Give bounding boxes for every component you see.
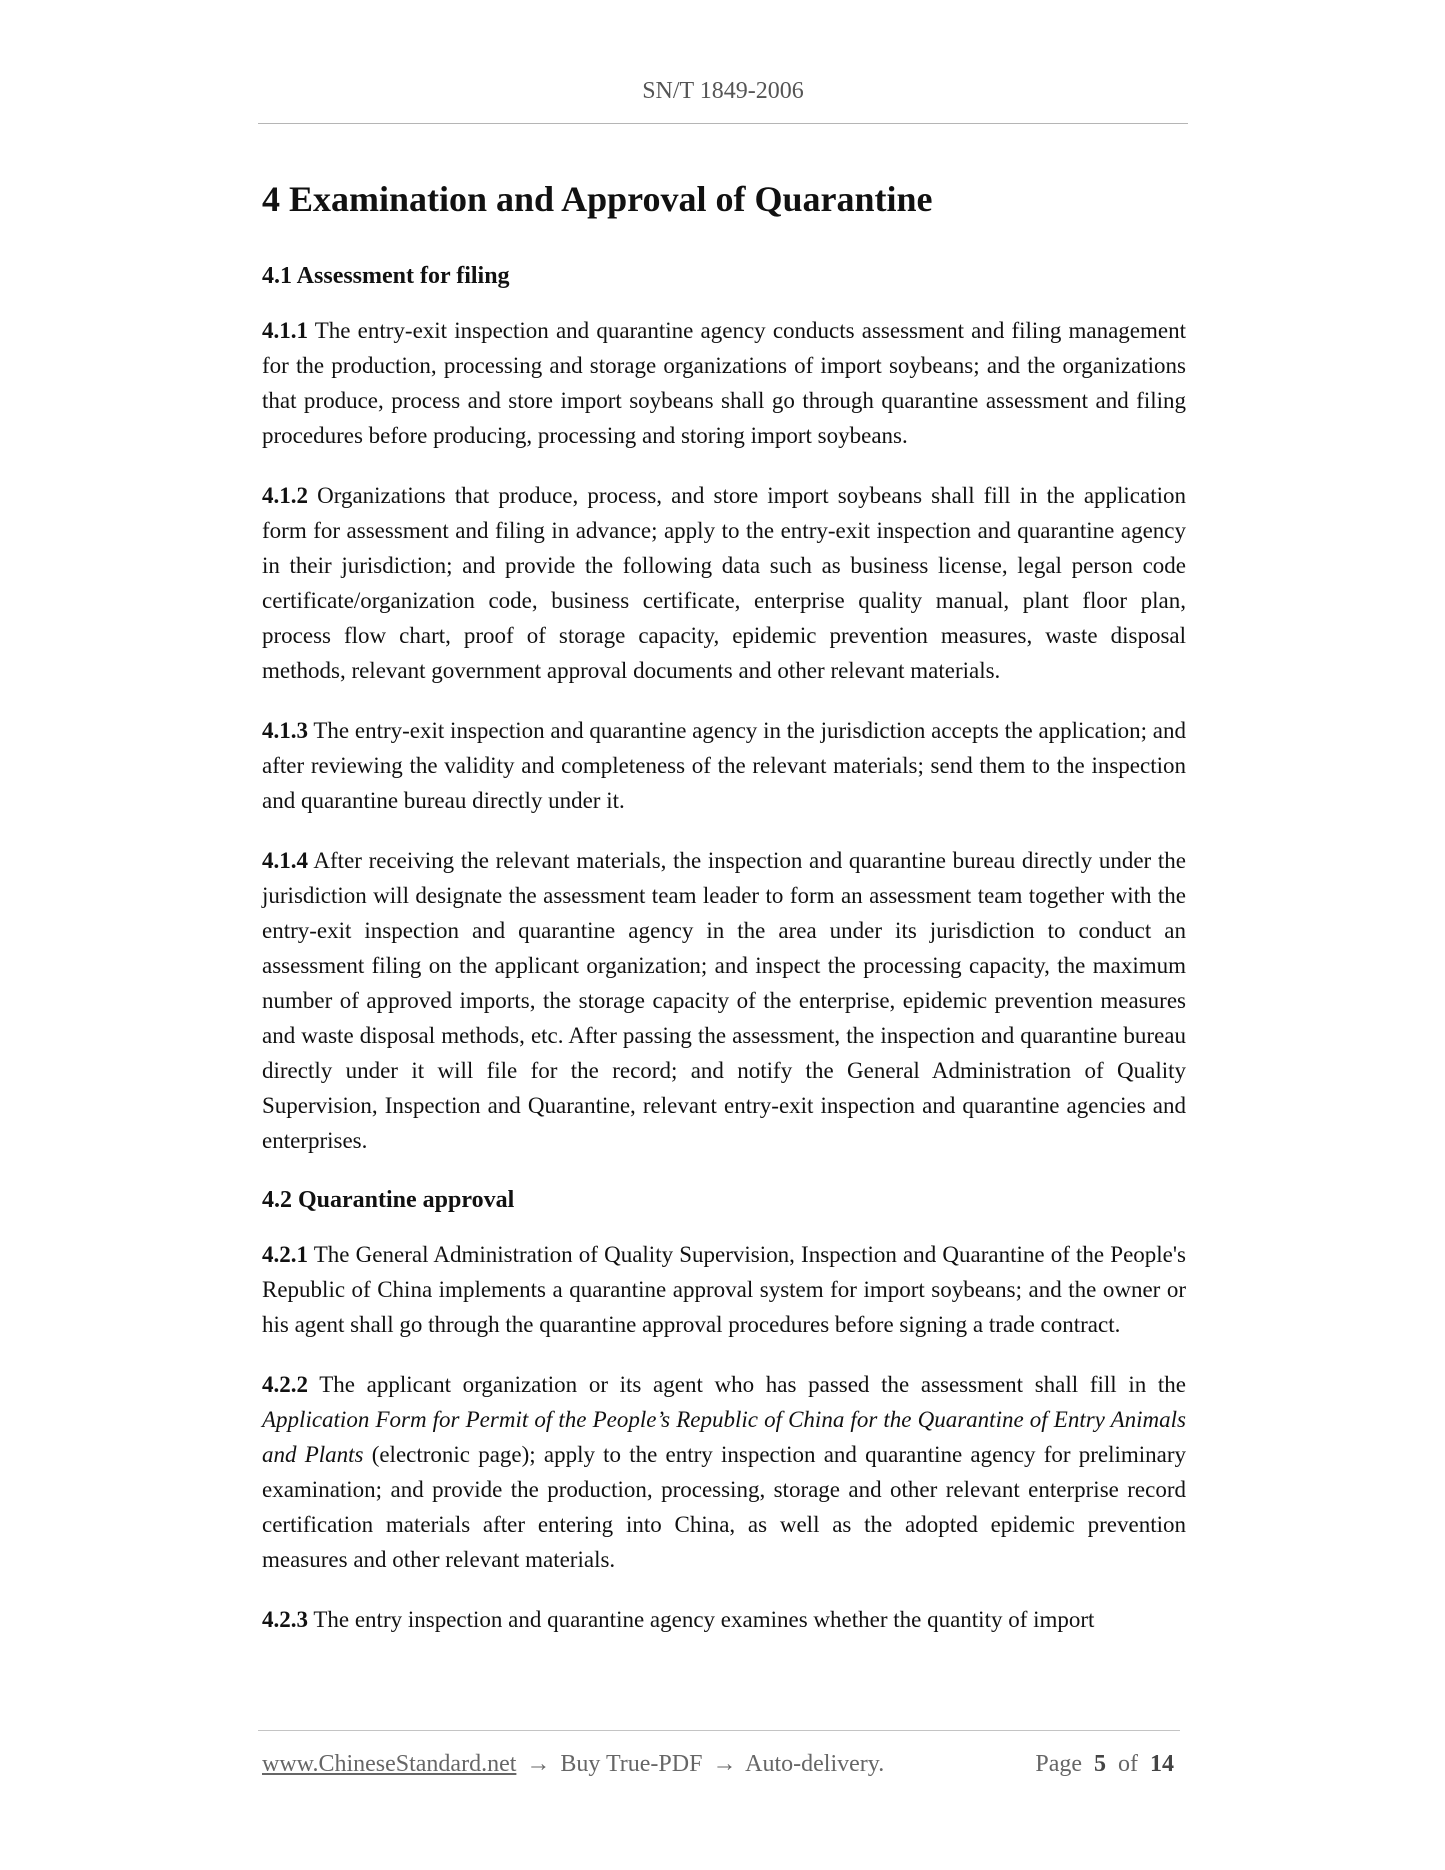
page-indicator — [1035, 1751, 1180, 1778]
page-of-label: of — [1118, 1751, 1138, 1777]
clause-number: 4.2.1 — [262, 1242, 308, 1267]
paragraph-4-2-2 — [262, 1367, 1186, 1577]
clause-text: After receiving the relevant materials, the inspection and quarantine bureau directly under the jurisdiction will designate the assessment team leader to form an assessment team together with the entry-exit inspection and quarantine agency in the area under its jurisdiction to conduct an assessment filing on the applicant organization; and inspect the processing capacity, the maximum number of approved imports, the storage capacity of the enterprise, epidemic prevention measures and waste disposal methods, etc. After passing the assessment, the inspection and quarantine bureau directly under it will file for the record; and notify the General Administration of Quality Supervision, Inspection and Quarantine, relevant entry-exit inspection and quarantine agencies and enterprises. — [262, 848, 1186, 1153]
page-header — [258, 78, 1188, 105]
clause-text: The entry-exit inspection and quarantine agency in the jurisdiction accepts the application; and after reviewing the validity and completeness of the relevant materials; send them to the inspection and quarantine bureau directly under it. — [262, 718, 1186, 813]
page-current: 5 — [1094, 1751, 1106, 1777]
standard-code: SN/T 1849-2006 — [642, 78, 804, 104]
section-heading: 4 Examination and Approval of Quarantine — [262, 179, 933, 219]
buy-true-pdf-text: Buy True-PDF — [560, 1751, 703, 1777]
document-body — [262, 176, 1186, 1662]
arrow-right-icon: → — [526, 1751, 551, 1777]
paragraph-4-2-1 — [262, 1237, 1186, 1342]
footer-divider — [258, 1730, 1180, 1731]
page-label: Page — [1035, 1751, 1082, 1777]
arrow-right-icon: → — [712, 1751, 737, 1777]
clause-text: The entry inspection and quarantine agency examines whether the quantity of import — [313, 1607, 1095, 1632]
form-title: Application Form for Permit of the People’s Republic of China for the Quarantine of Entry Animals and Plants — [262, 1407, 1186, 1467]
header-divider — [258, 123, 1188, 124]
clause-text-after: (electronic page); apply to the entry inspection and quarantine agency for preliminary examination; and provide the production, processing, storage and other relevant enterprise record certification materials after entering into China, as well as the adopted epidemic prevention measures and other relevant materials. — [262, 1442, 1187, 1572]
auto-delivery-text: Auto-delivery. — [745, 1751, 885, 1777]
clause-number: 4.1.1 — [262, 318, 308, 343]
subsection-title-4-2: 4.2 Quarantine approval — [262, 1187, 515, 1213]
clause-number: 4.1.2 — [262, 483, 308, 508]
clause-text: Organizations that produce, process, and store import soybeans shall fill in the application form for assessment and filing in advance; apply to the entry-exit inspection and quarantine agency in their jurisdiction; and provide the following data such as business license, legal person code certificate/organization code, business certificate, enterprise quality manual, plant floor plan, process flow chart, proof of storage capacity, epidemic prevention measures, waste disposal methods, relevant government approval documents and other relevant materials. — [262, 483, 1187, 683]
paragraph-4-1-1 — [262, 313, 1186, 453]
clause-number: 4.1.3 — [262, 718, 308, 743]
site-link[interactable]: www.ChineseStandard.net — [262, 1751, 517, 1777]
clause-number: 4.2.3 — [262, 1607, 308, 1632]
paragraph-4-1-3 — [262, 713, 1186, 818]
paragraph-4-2-3 — [262, 1602, 1186, 1637]
subsection-title-4-1: 4.1 Assessment for filing — [262, 263, 510, 289]
page-footer — [262, 1751, 1180, 1778]
clause-number: 4.1.4 — [262, 848, 308, 873]
clause-text-before: The applicant organization or its agent who has passed the assessment shall fill in the — [319, 1372, 1186, 1397]
paragraph-4-1-4 — [262, 843, 1186, 1158]
footer-promo — [262, 1751, 884, 1778]
clause-text: The entry-exit inspection and quarantine agency conducts assessment and filing management for the production, processing and storage organizations of import soybeans; and the organizations that produce, process and store import soybeans shall go through quarantine assessment and filing procedures before producing, processing and storing import soybeans. — [262, 318, 1186, 448]
clause-text: The General Administration of Quality Supervision, Inspection and Quarantine of the People's Republic of China implements a quarantine approval system for import soybeans; and the owner or his agent shall go through the quarantine approval procedures before signing a trade contract. — [262, 1242, 1186, 1337]
page-total: 14 — [1150, 1751, 1174, 1777]
clause-number: 4.2.2 — [262, 1372, 308, 1397]
paragraph-4-1-2 — [262, 478, 1186, 688]
